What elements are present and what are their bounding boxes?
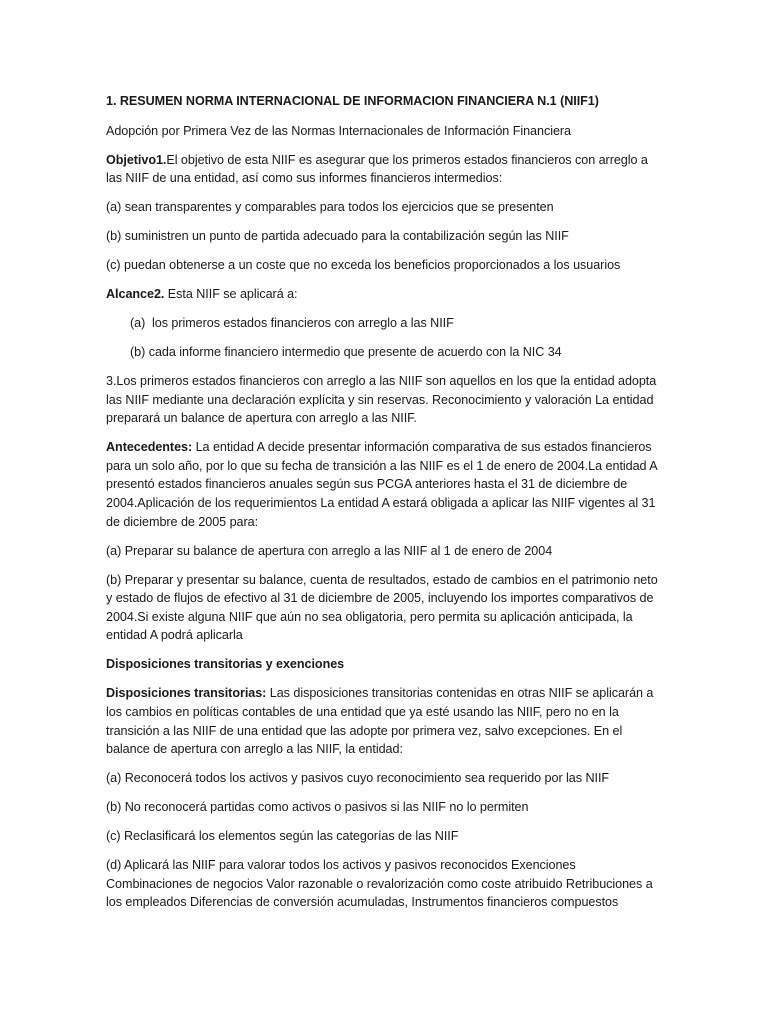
objetivo-text: El objetivo de esta NIIF es asegurar que los primeros estados financieros con arreglo a las NIIF de una entidad, así como sus informes financieros intermedios: — [106, 152, 648, 186]
objetivo-item-a: (a) sean transparentes y comparables para todos los ejercicios que se presenten — [106, 200, 554, 215]
alcance-label: Alcance2. — [106, 287, 165, 302]
alcance-item-b: (b) cada informe financiero intermedio que presente de acuerdo con la NIC 34 — [130, 345, 562, 360]
antecedentes-item-b: (b) Preparar y presentar su balance, cuenta de resultados, estado de cambios en el patrimonio neto y estado de flujos de efectivo al 31 de diciembre de 2005, incluyendo los importes comparativos de 2004.Si existe alguna NIIF que aún no sea obligatoria, pero permita su aplicación anticipada, la entidad A podrá aplicarla — [106, 572, 658, 643]
objetivo-item-b: (b) suministren un punto de partida adecuado para la contabilización según las NIIF — [106, 229, 569, 244]
alcance-item-a-marker: (a) — [130, 316, 146, 331]
antecedentes-item-a: (a) Preparar su balance de apertura con arreglo a las NIIF al 1 de enero de 2004 — [106, 543, 553, 558]
disposiciones-item-c: (c) Reclasificará los elementos según las categorías de las NIIF — [106, 829, 459, 844]
alcance-item-a — [106, 314, 658, 333]
disposiciones-item-b: (b) No reconocerá partidas como activos o pasivos si las NIIF no lo permiten — [106, 800, 529, 815]
disposiciones-text: Las disposiciones transitorias contenidas en otras NIIF se aplicarán a los cambios en políticas contables de una entidad que ya esté usando las NIIF, pero no en la transición a las NIIF de una entidad que las adopte por primera vez, salvo excepciones. En el balance de apertura con arreglo a las NIIF, la entidad: — [106, 686, 654, 757]
section-heading — [106, 655, 658, 674]
antecedentes-paragraph — [106, 438, 658, 531]
alcance-item-a-text: los primeros estados financieros con arreglo a las NIIF — [152, 316, 454, 331]
disposiciones-paragraph — [106, 684, 658, 758]
paragraph-3: 3.Los primeros estados financieros con arreglo a las NIIF son aquellos en los que la entidad adopta las NIIF mediante una declaración explícita y sin reservas. Reconocimiento y valoración La entidad preparará un balance de apertura con arreglo a las NIIF. — [106, 374, 657, 426]
disposiciones-item-a: (a) Reconocerá todos los activos y pasivos cuyo reconocimiento sea requerido por las NIIF — [106, 771, 610, 786]
objetivo-item-c: (c) puedan obtenerse a un coste que no exceda los beneficios proporcionados a los usuarios — [106, 258, 621, 273]
document-subtitle: Adopción por Primera Vez de las Normas Internacionales de Información Financiera — [106, 123, 572, 138]
disposiciones-label: Disposiciones transitorias: — [106, 686, 267, 701]
alcance-text: Esta NIIF se aplicará a: — [164, 287, 298, 302]
antecedentes-label: Antecedentes: — [106, 440, 193, 455]
antecedentes-text: La entidad A decide presentar información comparativa de sus estados financieros para un solo año, por lo que su fecha de transición a las NIIF es el 1 de enero de 2004.La entidad A presentó estados financieros anuales según sus PCGA anteriores hasta el 31 de diciembre de 2004.Aplicación de los requerimientos La entidad A estará obligada a aplicar las NIIF vigentes al 31 de diciembre de 2005 para: — [106, 440, 657, 529]
alcance-paragraph — [106, 285, 658, 304]
document-title: 1. RESUMEN NORMA INTERNACIONAL DE INFORMACION FINANCIERA N.1 (NIIF1) — [106, 94, 599, 108]
section-heading-text: Disposiciones transitorias y exenciones — [106, 657, 345, 672]
objetivo-label: Objetivo1. — [106, 152, 167, 167]
objetivo-paragraph — [106, 151, 658, 188]
disposiciones-item-d: (d) Aplicará las NIIF para valorar todos los activos y pasivos reconocidos Exenciones Combinaciones de negocios Valor razonable o revalorización como coste atribuido Retribuciones a los empleados Diferencias de conversión acumuladas, Instrumentos financieros compuestos — [106, 858, 653, 910]
